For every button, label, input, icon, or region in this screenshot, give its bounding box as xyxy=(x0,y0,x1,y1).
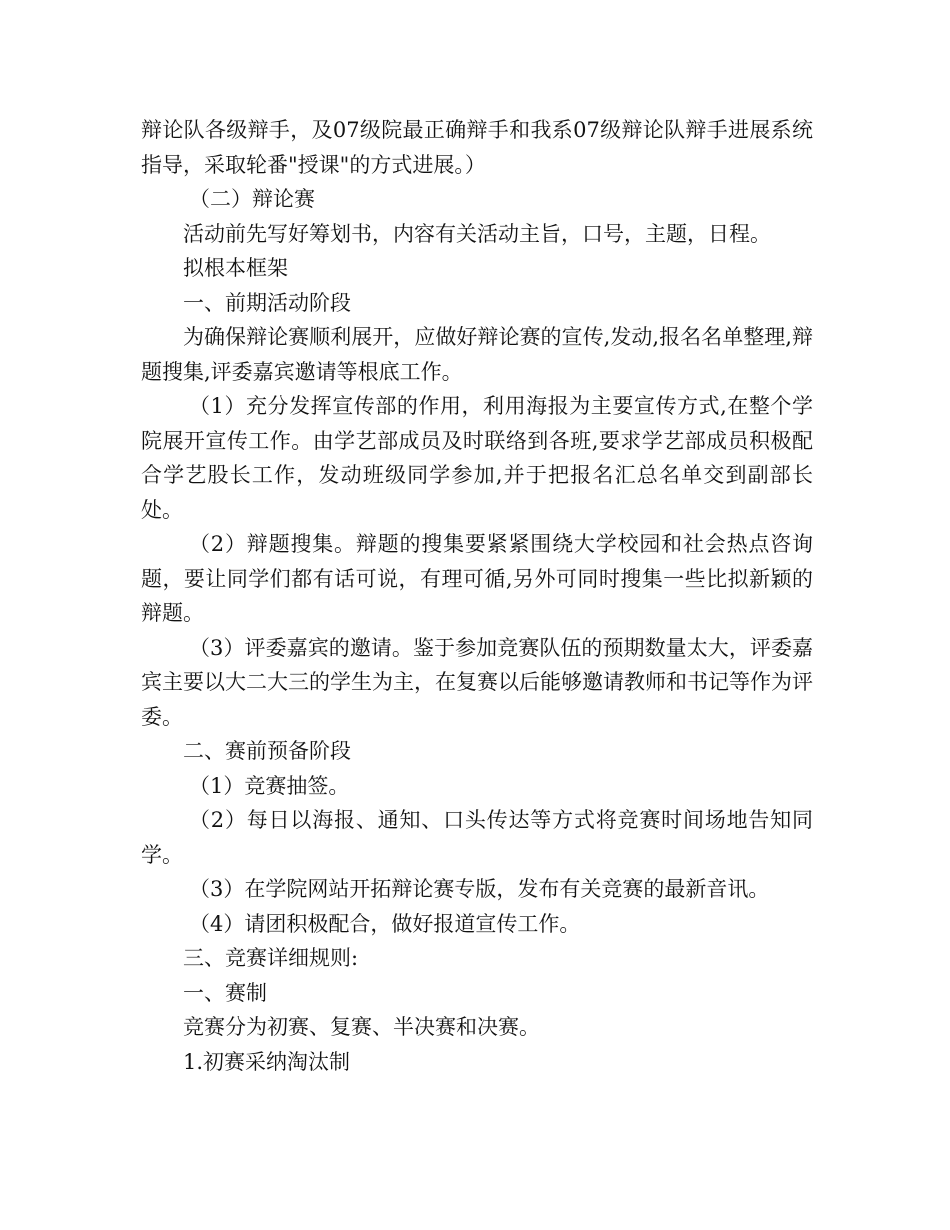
paragraph: 拟根本框架 xyxy=(183,256,288,280)
list-item: （3）评委嘉宾的邀请。鉴于参加竞赛队伍的预期数量太大，评委嘉宾主要以大二大三的学生为主，在复赛以后能够邀请教师和书记等作为评委。 xyxy=(141,635,813,729)
paragraph: 1.初赛采纳淘汰制 xyxy=(183,1049,351,1074)
list-item: （1）充分发挥宣传部的作用，利用海报为主要宣传方式,在整个学院展开宣传工作。由学艺部成员及时联络到各班,要求学艺部成员积极配合学艺股长工作，发动班级同学参加,并于把报名汇总名单交到副部长处。 xyxy=(141,394,813,522)
paragraph: 辩论队各级辩手，及07级院最正确辩手和我系07级辩论队辩手进展系统指导，采取轮番"授课"的方式进展。） xyxy=(141,118,813,177)
paragraph: 活动前先写好筹划书，内容有关活动主旨，口号，主题，日程。 xyxy=(183,221,771,246)
section-heading: 二、赛前预备阶段 xyxy=(183,739,351,763)
section-heading: 一、赛制 xyxy=(183,980,267,1005)
section-heading: 三、竞赛详细规则: xyxy=(183,946,359,970)
document-body xyxy=(141,113,813,1079)
list-item: （2）每日以海报、通知、口头传达等方式将竞赛时间场地告知同学。 xyxy=(141,808,813,867)
list-item: （1）竞赛抽签。 xyxy=(189,773,350,798)
list-item: （2）辩题搜集。辩题的搜集要紧紧围绕大学校园和社会热点咨询题，要让同学们都有话可说，有理可循,另外可同时搜集一些比拟新颖的辩题。 xyxy=(141,532,813,625)
list-item: （3）在学院网站开拓辩论赛专版，发布有关竞赛的最新音讯。 xyxy=(189,877,770,901)
list-item: （4）请团积极配合，做好报道宣传工作。 xyxy=(189,911,581,936)
paragraph: 竞赛分为初赛、复赛、半决赛和决赛。 xyxy=(183,1015,540,1039)
section-heading: （二）辩论赛 xyxy=(189,187,315,211)
paragraph: 为确保辩论赛顺利展开，应做好辩论赛的宣传,发动,报名名单整理,辩题搜集,评委嘉宾邀请等根底工作。 xyxy=(141,325,813,384)
section-heading: 一、前期活动阶段 xyxy=(183,290,351,315)
